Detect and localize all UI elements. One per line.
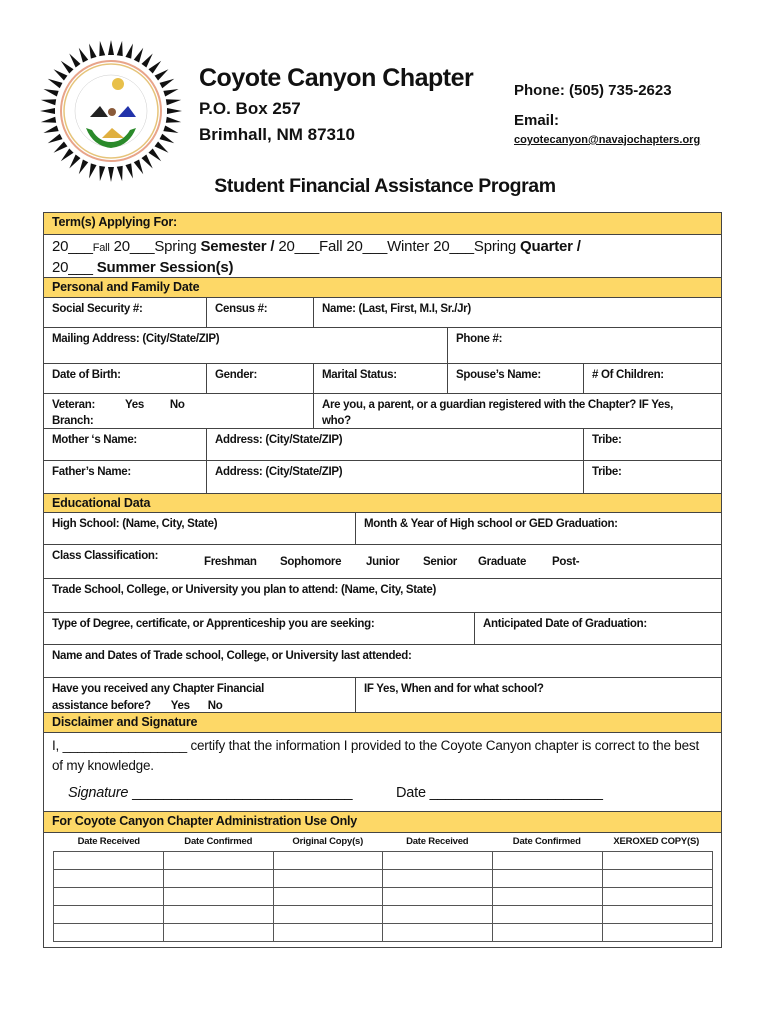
seal-ray bbox=[166, 99, 181, 105]
admin-table-cell[interactable] bbox=[603, 870, 713, 888]
seal-ray bbox=[61, 61, 74, 74]
seal-ray bbox=[141, 155, 152, 169]
ssn-field[interactable]: Social Security #: bbox=[44, 298, 207, 327]
admin-column-header: Original Copy(s) bbox=[292, 836, 364, 847]
section-disclaimer: Disclaimer and Signature bbox=[44, 712, 721, 733]
seal-ray bbox=[166, 117, 181, 123]
admin-table-header bbox=[44, 833, 721, 851]
admin-table-cell[interactable] bbox=[163, 888, 273, 906]
signature-line: ____________________________ bbox=[128, 785, 353, 801]
prior-assistance-field[interactable] bbox=[44, 678, 356, 712]
admin-table-cell[interactable] bbox=[273, 924, 383, 942]
prior-assistance-details-field[interactable]: IF Yes, When and for what school? bbox=[364, 683, 544, 695]
admin-table-cell[interactable] bbox=[54, 924, 164, 942]
admin-column-header: Date Received bbox=[77, 836, 140, 847]
disclaimer-body bbox=[44, 733, 721, 811]
admin-table-row bbox=[54, 852, 713, 870]
section-terms: Term(s) Applying For: bbox=[44, 213, 721, 235]
seal-ray bbox=[108, 40, 114, 55]
seal-ray bbox=[43, 89, 58, 96]
admin-table-cell[interactable] bbox=[54, 852, 164, 870]
admin-column-header: XEROXED COPY(S) bbox=[613, 836, 700, 847]
admin-table-cell[interactable] bbox=[383, 852, 493, 870]
page-title: Student Financial Assistance Program bbox=[214, 175, 556, 197]
phone-field[interactable]: Phone #: bbox=[456, 333, 503, 345]
admin-table-cell[interactable] bbox=[493, 888, 603, 906]
date-label: Date bbox=[396, 785, 426, 801]
term-quarter: Quarter / bbox=[520, 238, 581, 255]
chapter-name: Coyote Canyon Chapter bbox=[199, 64, 474, 92]
seal-ray bbox=[148, 148, 161, 161]
po-box: P.O. Box 257 bbox=[199, 99, 301, 118]
prior-assistance-question: assistance before? bbox=[52, 700, 151, 712]
admin-table-row bbox=[54, 924, 713, 942]
section-personal: Personal and Family Date bbox=[44, 278, 721, 298]
admin-table-cell[interactable] bbox=[493, 924, 603, 942]
city-address: Brimhall, NM 87310 bbox=[199, 125, 355, 144]
mother-name-field[interactable]: Mother ‘s Name: bbox=[44, 429, 207, 460]
certification-text: I, _________________ certify that the information I provided to the Coyote Canyon chapter is correct to the best of my knowledge. bbox=[52, 738, 700, 773]
application-form bbox=[43, 212, 722, 948]
admin-table-row bbox=[54, 870, 713, 888]
admin-table-cell[interactable] bbox=[493, 870, 603, 888]
seal-ray bbox=[148, 61, 161, 74]
veteran-label: Veteran: bbox=[52, 399, 95, 411]
seal-ray bbox=[48, 134, 63, 143]
seal-ray bbox=[167, 108, 182, 114]
date-line: ______________________ bbox=[425, 785, 603, 801]
graduation-date-field[interactable]: Month & Year of High school or GED Graduation: bbox=[364, 518, 618, 530]
last-attended-field[interactable]: Name and Dates of Trade school, College, or University last attended: bbox=[52, 650, 412, 662]
anticipated-graduation-field[interactable]: Anticipated Date of Graduation: bbox=[483, 618, 647, 630]
father-tribe-field[interactable]: Tribe: bbox=[592, 466, 622, 478]
seal-ray bbox=[41, 99, 56, 105]
admin-table-cell[interactable] bbox=[603, 906, 713, 924]
spouse-name-field[interactable]: Spouse’s Name: bbox=[448, 364, 584, 393]
admin-table-cell[interactable] bbox=[163, 906, 273, 924]
dob-field[interactable]: Date of Birth: bbox=[44, 364, 207, 393]
admin-table-row bbox=[54, 906, 713, 924]
mother-tribe-field[interactable]: Tribe: bbox=[592, 434, 622, 446]
admin-table-cell[interactable] bbox=[54, 888, 164, 906]
admin-table-cell[interactable] bbox=[383, 906, 493, 924]
seal-ray bbox=[54, 141, 68, 152]
marital-status-field[interactable]: Marital Status: bbox=[314, 364, 448, 393]
seal-ray bbox=[134, 48, 143, 63]
admin-column-header: Date Confirmed bbox=[184, 836, 253, 847]
date-field[interactable] bbox=[396, 783, 603, 803]
prior-assistance-no[interactable]: No bbox=[207, 700, 223, 712]
seal-ray bbox=[163, 125, 178, 132]
seal-ray bbox=[40, 108, 55, 114]
mother-address-field[interactable]: Address: (City/State/ZIP) bbox=[207, 429, 584, 460]
term-fall: Fall bbox=[92, 242, 110, 254]
high-school-field[interactable]: High School: (Name, City, State) bbox=[44, 513, 356, 544]
term-text: 20___ bbox=[52, 259, 97, 276]
planned-school-field[interactable]: Trade School, College, or University you plan to attend: (Name, City, State) bbox=[52, 584, 437, 596]
admin-column-header: Date Received bbox=[406, 836, 469, 847]
branch-label: Branch: bbox=[52, 415, 94, 427]
census-field[interactable]: Census #: bbox=[207, 298, 314, 327]
signature-label: Signature bbox=[68, 785, 129, 801]
children-field[interactable]: # Of Children: bbox=[592, 369, 664, 381]
admin-table-cell[interactable] bbox=[163, 870, 273, 888]
seal-ray bbox=[43, 125, 58, 132]
navajo-nation-seal-logo bbox=[38, 38, 184, 184]
seal-ray bbox=[54, 69, 68, 80]
seal-ray bbox=[69, 155, 80, 169]
prior-assistance-question: Have you received any Chapter Financial bbox=[52, 683, 265, 695]
veteran-yes[interactable]: Yes bbox=[124, 399, 144, 411]
degree-field[interactable]: Type of Degree, certificate, or Apprenticeship you are seeking: bbox=[44, 613, 475, 644]
admin-table-cell[interactable] bbox=[493, 906, 603, 924]
term-summer: Summer Session(s) bbox=[96, 259, 234, 276]
term-text: 20___ bbox=[52, 238, 93, 255]
seal-ray bbox=[163, 89, 178, 96]
father-address-field[interactable]: Address: (City/State/ZIP) bbox=[207, 461, 584, 493]
seal-ray bbox=[117, 41, 123, 56]
admin-table-row bbox=[54, 888, 713, 906]
seal-ray bbox=[79, 160, 88, 175]
seal-ray bbox=[61, 148, 74, 161]
seal-ray bbox=[99, 41, 105, 56]
seal-ray bbox=[79, 48, 88, 63]
parent-registered-field[interactable]: Are you, a parent, or a guardian registered with the Chapter? IF Yes, who? bbox=[322, 399, 674, 427]
admin-table-cell[interactable] bbox=[273, 888, 383, 906]
admin-table-cell[interactable] bbox=[54, 870, 164, 888]
admin-table-cell[interactable] bbox=[383, 870, 493, 888]
seal-ray bbox=[125, 43, 132, 58]
class-classification-field[interactable] bbox=[44, 545, 721, 578]
admin-table-cell[interactable] bbox=[383, 924, 493, 942]
class-label: Class Classification: bbox=[52, 550, 159, 562]
admin-table-cell[interactable] bbox=[273, 870, 383, 888]
admin-table-cell[interactable] bbox=[163, 852, 273, 870]
veteran-field[interactable] bbox=[44, 394, 314, 428]
seal-ray bbox=[160, 79, 175, 88]
seal-ray bbox=[89, 43, 96, 58]
section-admin: For Coyote Canyon Chapter Administration Use Only bbox=[44, 811, 721, 833]
seal-ray bbox=[69, 54, 80, 68]
email-link[interactable]: coyotecanyon@navajochapters.org bbox=[514, 134, 701, 146]
section-education: Educational Data bbox=[44, 493, 721, 513]
class-option[interactable]: Graduate bbox=[478, 556, 527, 568]
seal-ray bbox=[48, 79, 63, 88]
admin-column-header: Date Confirmed bbox=[512, 836, 581, 847]
admin-table-cell[interactable] bbox=[603, 888, 713, 906]
terms-field[interactable] bbox=[44, 235, 721, 278]
seal-ray bbox=[155, 141, 169, 152]
admin-table-cell[interactable] bbox=[493, 852, 603, 870]
seal-ray bbox=[155, 69, 169, 80]
signature-field[interactable] bbox=[68, 783, 352, 803]
father-name-field[interactable]: Father’s Name: bbox=[44, 461, 207, 493]
gender-field[interactable]: Gender: bbox=[207, 364, 314, 393]
seal-ray bbox=[134, 160, 143, 175]
admin-table-cell[interactable] bbox=[54, 906, 164, 924]
admin-table-cell[interactable] bbox=[273, 906, 383, 924]
seal-ray bbox=[160, 134, 175, 143]
class-option[interactable]: Junior bbox=[366, 556, 400, 568]
class-option[interactable]: Freshman bbox=[204, 556, 257, 568]
veteran-no[interactable]: No bbox=[169, 399, 185, 411]
seal-ray bbox=[141, 54, 152, 68]
prior-assistance-yes[interactable]: Yes bbox=[170, 700, 190, 712]
admin-table-cell[interactable] bbox=[273, 852, 383, 870]
admin-table bbox=[53, 851, 713, 942]
admin-table-cell[interactable] bbox=[603, 924, 713, 942]
seal-ray bbox=[41, 117, 56, 123]
term-semester: Semester / bbox=[200, 238, 275, 255]
name-field[interactable]: Name: (Last, First, M.I, Sr./Jr) bbox=[322, 303, 471, 315]
class-option[interactable]: Post- bbox=[552, 556, 580, 568]
admin-table-cell[interactable] bbox=[163, 924, 273, 942]
admin-table-cell[interactable] bbox=[603, 852, 713, 870]
class-option[interactable]: Sophomore bbox=[280, 556, 342, 568]
class-option[interactable]: Senior bbox=[423, 556, 457, 568]
mailing-address-field[interactable]: Mailing Address: (City/State/ZIP) bbox=[44, 328, 448, 363]
term-text: 20___Spring bbox=[109, 238, 201, 255]
term-text: 20___Fall 20___Winter 20___Spring bbox=[274, 238, 521, 255]
email-label: Email: bbox=[514, 112, 560, 129]
phone: Phone: (505) 735-2623 bbox=[514, 82, 672, 99]
admin-table-cell[interactable] bbox=[383, 888, 493, 906]
